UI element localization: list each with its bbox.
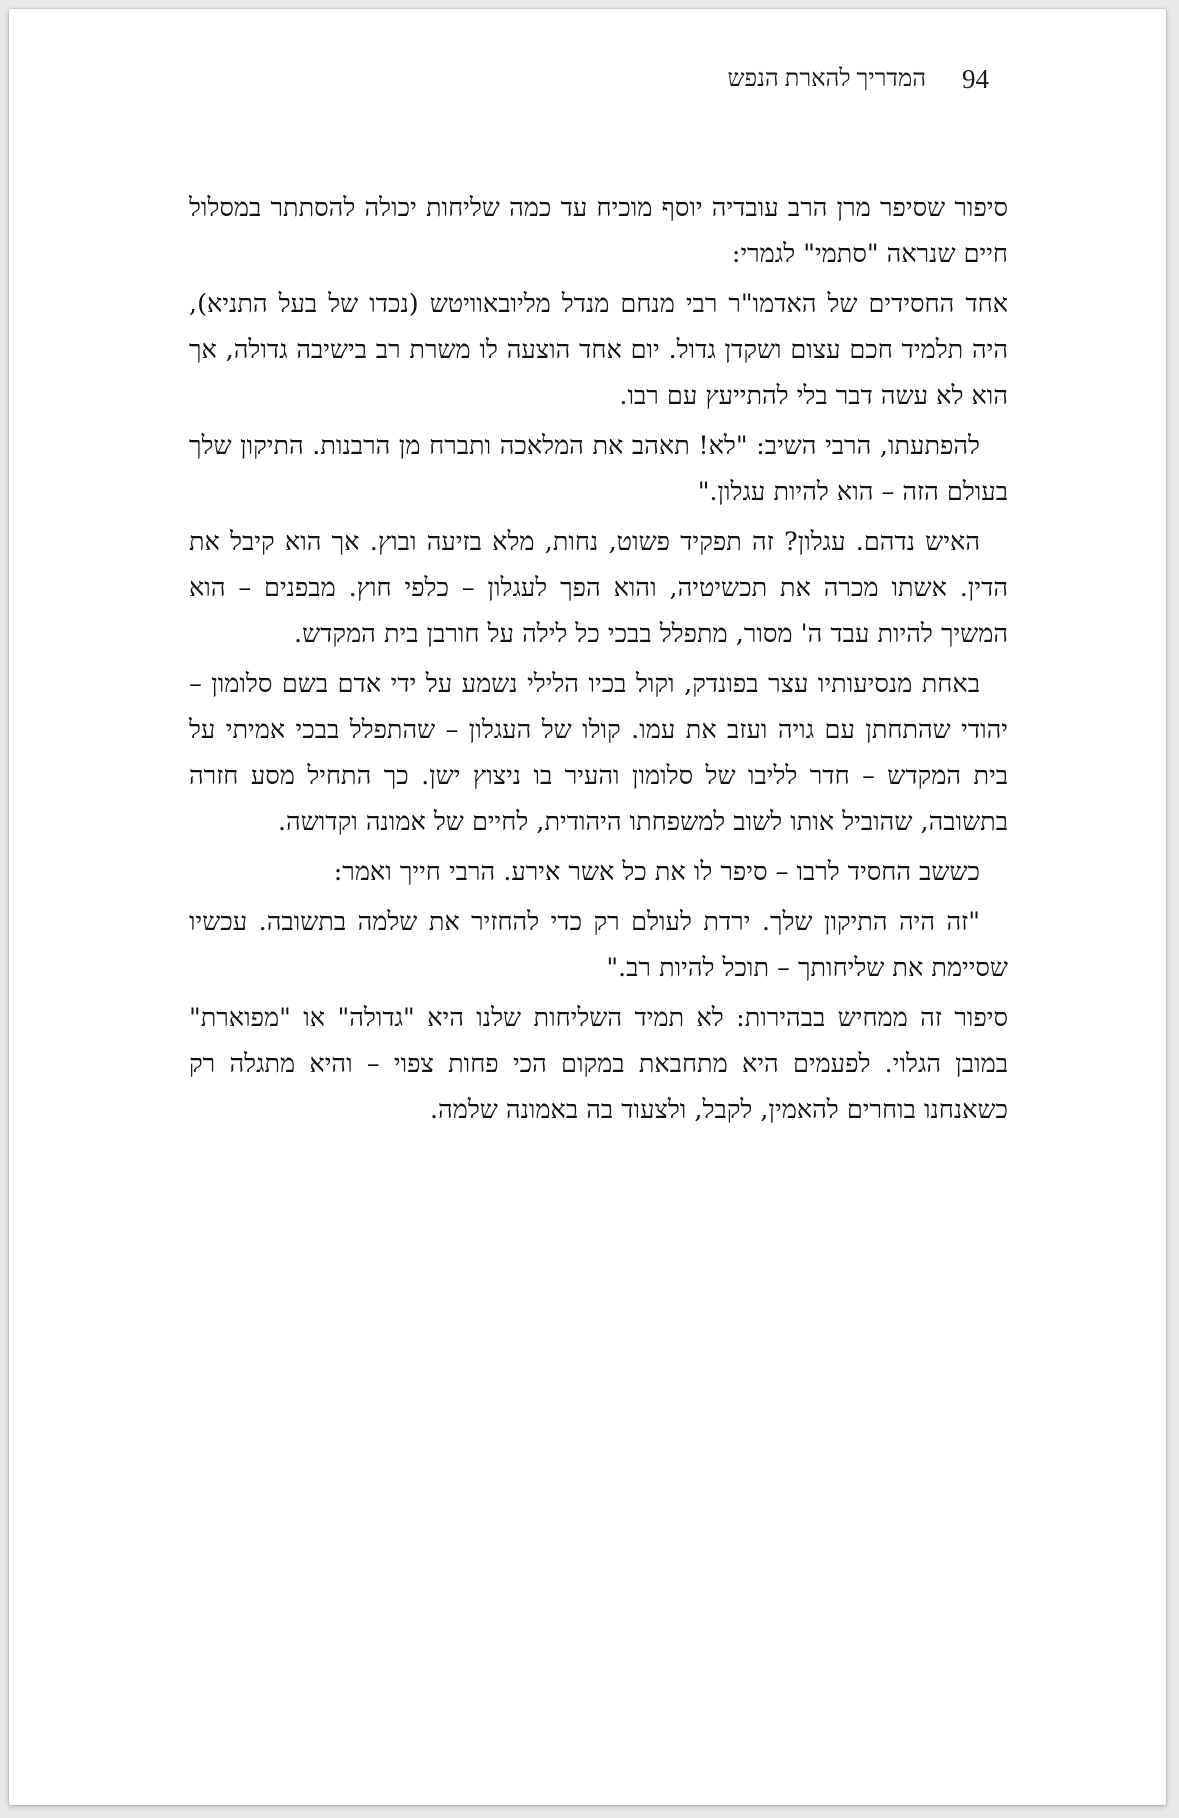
paragraph: באחת מנסיעותיו עצר בפונדק, וקול בכיו הלילי נשמע על ידי אדם בשם סלומון – יהודי שהתחתן עם גויה ועזב את עמו. קולו של העגלון – שהתפלל בבכי אמיתי על בית המקדש – חדר לליבו של סלומון והעיר בו ניצוץ ישן. כך התחיל מסע חזרה בתשובה, שהוביל אותו לשוב למשפחתו היהודית, לחיים של אמונה וקדושה. [189, 669, 1008, 837]
book-page [9, 9, 1166, 1805]
paragraph: אחד החסידים של האדמו"ר רבי מנחם מנדל מליובאוויטש (נכדו של בעל התניא), היה תלמיד חכם עצום ושקדן גדול. יום אחד הוצעה לו משרת רב בישיבה גדולה, אך הוא לא עשה דבר בלי להתייעץ עם רבו. [189, 289, 1008, 411]
paragraph: סיפור שסיפר מרן הרב עובדיה יוסף מוכיח עד כמה שליחות יכולה להסתתר במסלול חיים שנראה "סתמי" לגמרי: [189, 193, 1008, 269]
paragraph: כששב החסיד לרבו – סיפר לו את כל אשר אירע. הרבי חייך ואמר: [333, 857, 980, 887]
page-body [189, 185, 1008, 1133]
page-header [189, 57, 989, 101]
paragraph: סיפור זה ממחיש בבהירות: לא תמיד השליחות שלנו היא "גדולה" או "מפוארת" במובן הגלוי. לפעמים היא מתחבאת במקום הכי פחות צפוי – והיא מתגלה רק כשאנחנו בוחרים להאמין, לקבל, ולצעוד בה באמונה שלמה. [189, 1003, 1008, 1125]
paragraph: האיש נדהם. עגלון? זה תפקיד פשוט, נחות, מלא בזיעה ובוץ. אך הוא קיבל את הדין. אשתו מכרה את תכשיטיה, והוא הפך לעגלון – כלפי חוץ. מבפנים – הוא המשיך להיות עבד ה' מסור, מתפלל בבכי כל לילה על חורבן בית המקדש. [189, 527, 1008, 649]
paragraph: "זה היה התיקון שלך. ירדת לעולם רק כדי להחזיר את שלמה בתשובה. עכשיו שסיימת את שליחותך – תוכל להיות רב." [189, 907, 1008, 983]
running-title: המדריך להארת הנפש [727, 65, 926, 92]
paragraph: להפתעתו, הרבי השיב: "לא! תאהב את המלאכה ותברח מן הרבנות. התיקון שלך בעולם הזה – הוא להיות עגלון." [189, 431, 1008, 507]
page-number: 94 [962, 63, 989, 94]
